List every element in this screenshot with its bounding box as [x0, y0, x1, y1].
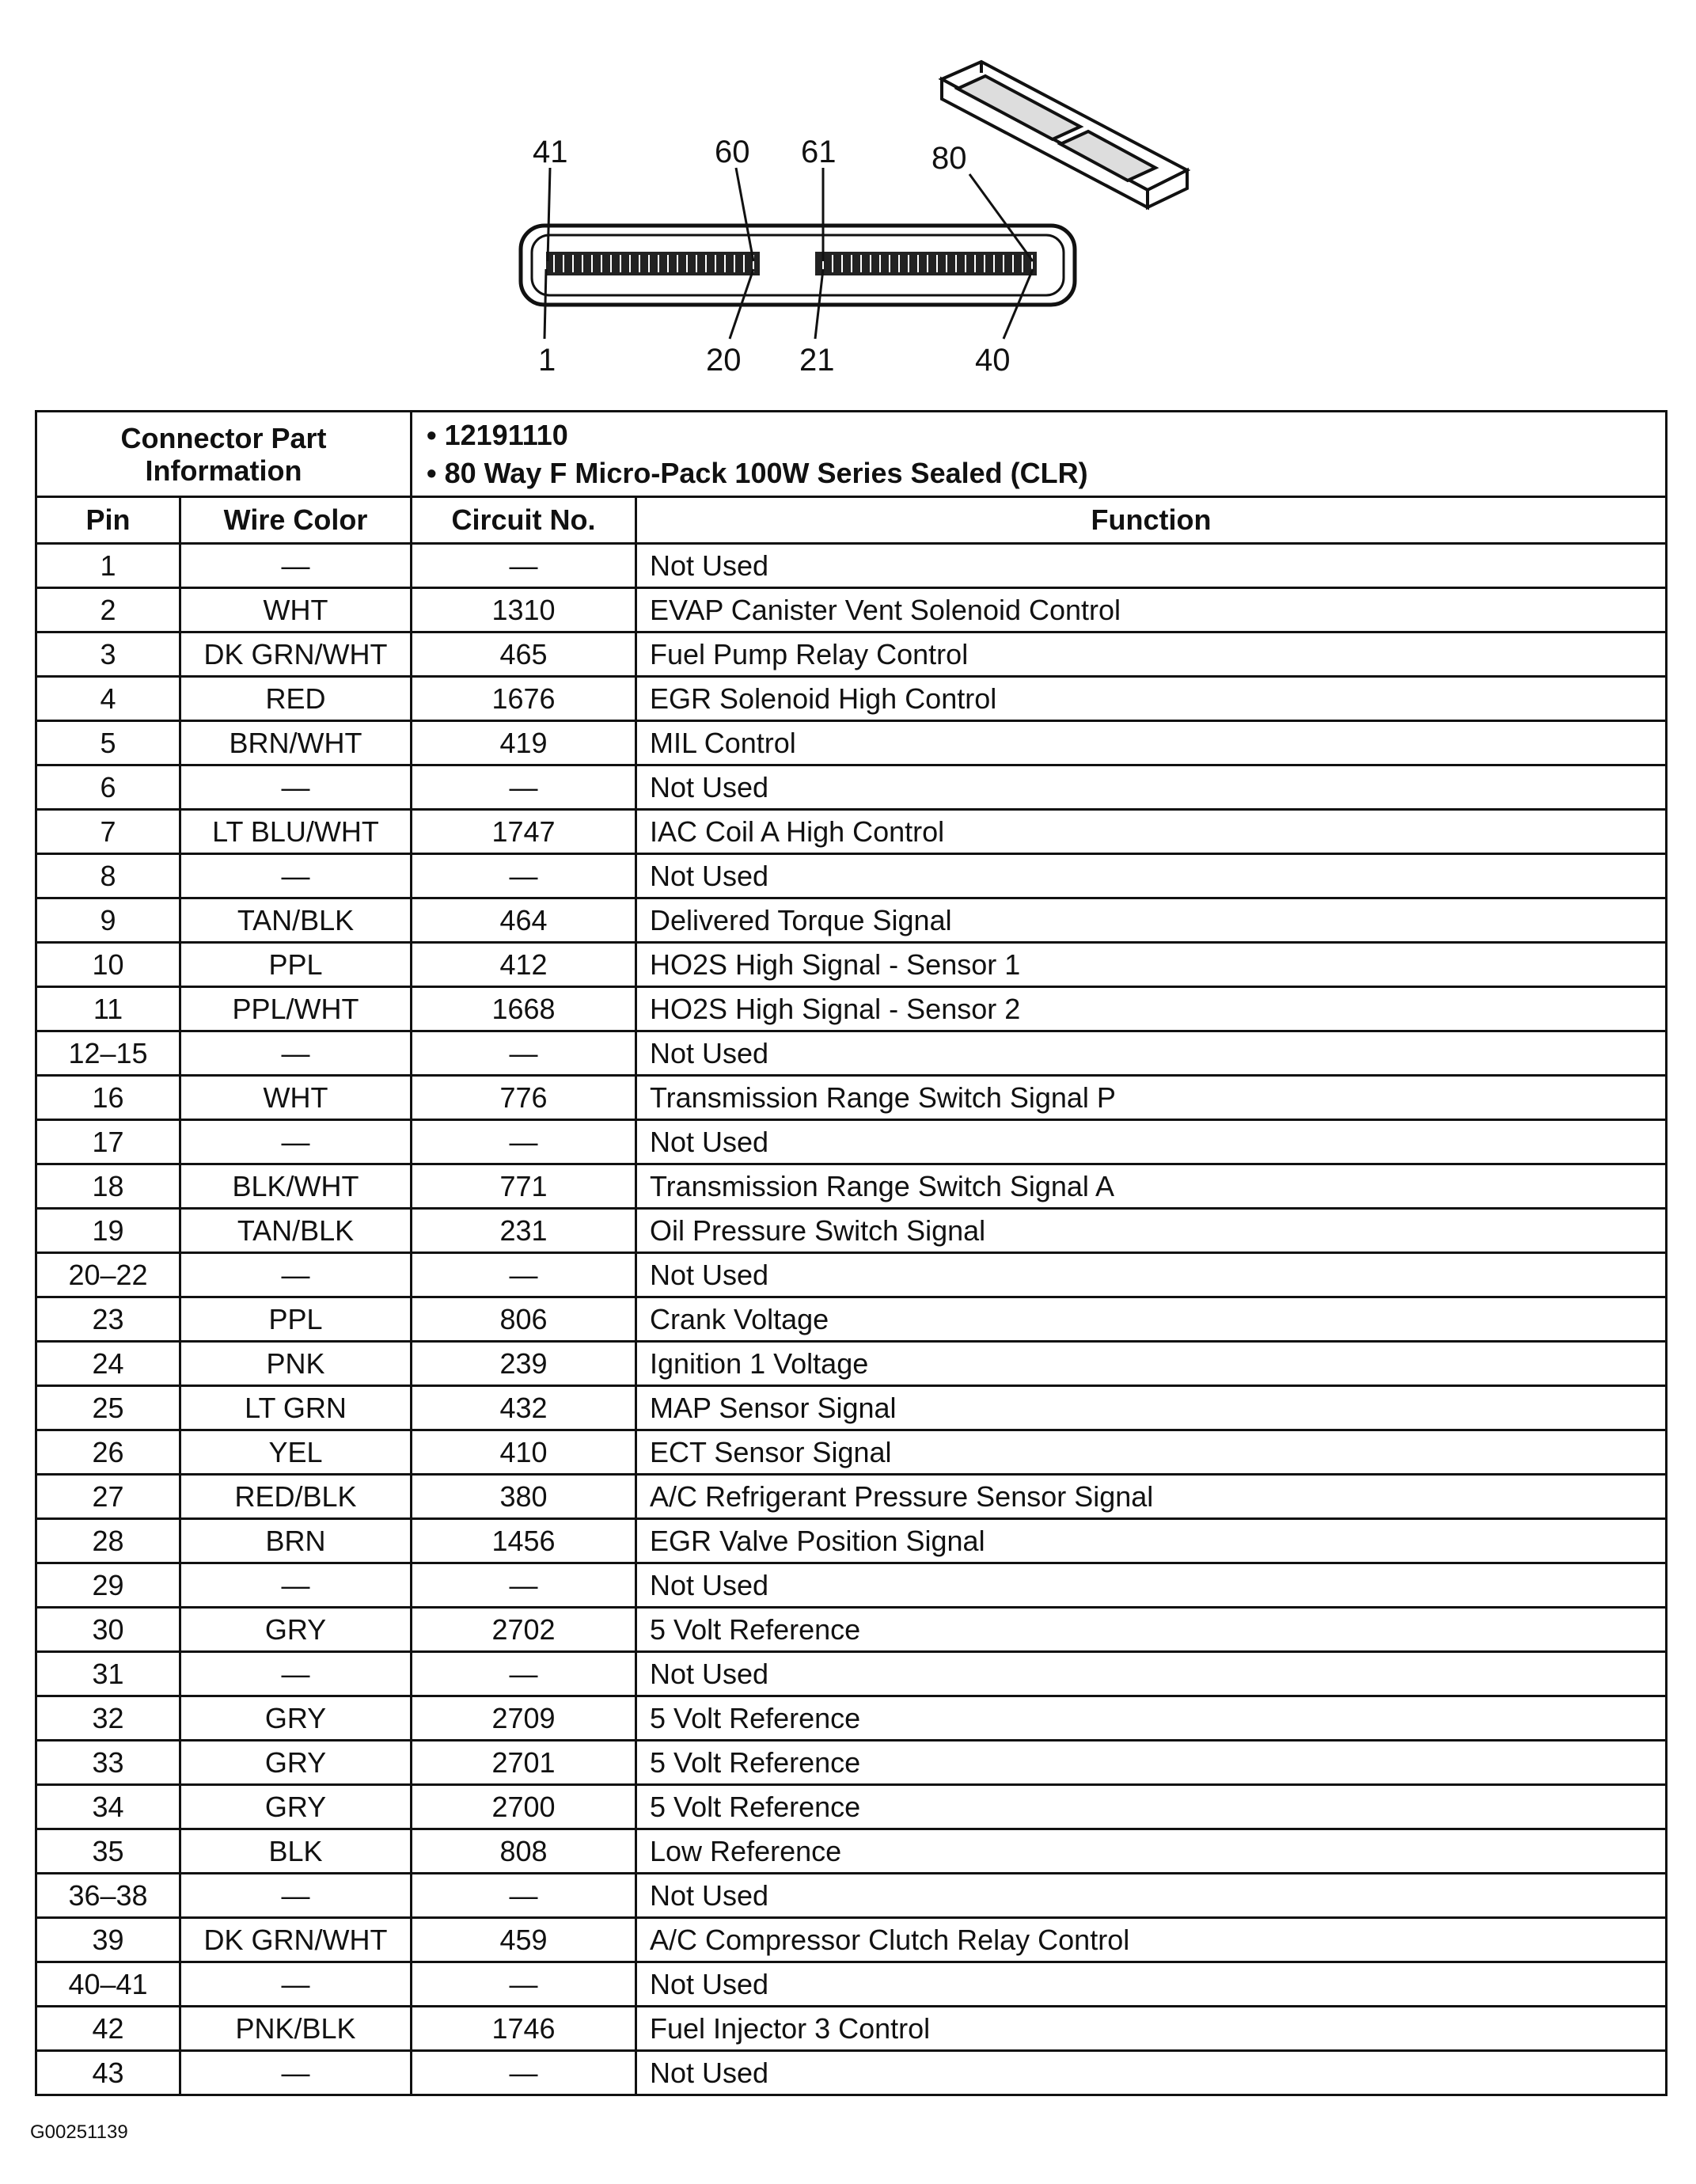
- wire-color-cell: —: [180, 544, 412, 588]
- pin-label-80: 80: [931, 141, 967, 176]
- function-cell: EGR Solenoid High Control: [636, 677, 1667, 721]
- wire-color-cell: TAN/BLK: [180, 1209, 412, 1253]
- wire-color-cell: BLK/WHT: [180, 1164, 412, 1209]
- table-row: [36, 1386, 1667, 1430]
- circuit-cell: —: [412, 544, 636, 588]
- circuit-cell: 2700: [412, 1785, 636, 1829]
- pin-label-41: 41: [533, 135, 568, 169]
- function-cell: Not Used: [636, 1962, 1667, 2007]
- wire-color-cell: —: [180, 1563, 412, 1608]
- function-cell: Oil Pressure Switch Signal: [636, 1209, 1667, 1253]
- circuit-cell: 2702: [412, 1608, 636, 1652]
- wire-color-cell: PPL: [180, 1297, 412, 1342]
- pin-cell: 32: [36, 1696, 180, 1741]
- table-row: [36, 810, 1667, 854]
- circuit-cell: 419: [412, 721, 636, 765]
- table-row: [36, 1475, 1667, 1519]
- wire-color-cell: PPL: [180, 943, 412, 987]
- function-cell: Not Used: [636, 1031, 1667, 1076]
- wire-color-cell: —: [180, 1652, 412, 1696]
- wire-color-cell: LT BLU/WHT: [180, 810, 412, 854]
- table-row: [36, 987, 1667, 1031]
- pin-label-20: 20: [706, 343, 742, 378]
- circuit-cell: 808: [412, 1829, 636, 1874]
- circuit-cell: 2709: [412, 1696, 636, 1741]
- connector-face: [521, 226, 1075, 305]
- circuit-cell: 2701: [412, 1741, 636, 1785]
- table-row: [36, 1785, 1667, 1829]
- pin-label-1: 1: [538, 343, 556, 378]
- table-row: [36, 1696, 1667, 1741]
- function-cell: HO2S High Signal - Sensor 2: [636, 987, 1667, 1031]
- circuit-cell: 410: [412, 1430, 636, 1475]
- function-cell: Not Used: [636, 2051, 1667, 2095]
- function-cell: Not Used: [636, 1874, 1667, 1918]
- pin-label-61: 61: [801, 135, 837, 169]
- wire-color-cell: —: [180, 2051, 412, 2095]
- circuit-cell: 1310: [412, 588, 636, 632]
- table-row: [36, 721, 1667, 765]
- circuit-cell: 1668: [412, 987, 636, 1031]
- pin-cell: 34: [36, 1785, 180, 1829]
- circuit-cell: 776: [412, 1076, 636, 1120]
- function-cell: ECT Sensor Signal: [636, 1430, 1667, 1475]
- table-row: [36, 1741, 1667, 1785]
- wire-color-cell: PPL/WHT: [180, 987, 412, 1031]
- circuit-cell: 1676: [412, 677, 636, 721]
- wire-color-cell: GRY: [180, 1785, 412, 1829]
- pin-cell: 25: [36, 1386, 180, 1430]
- connector-info-label-line2: Information: [145, 454, 302, 487]
- pin-cell: 39: [36, 1918, 180, 1962]
- table-row: [36, 2051, 1667, 2095]
- wire-color-cell: BRN: [180, 1519, 412, 1563]
- function-cell: Crank Voltage: [636, 1297, 1667, 1342]
- table-row: [36, 1076, 1667, 1120]
- function-cell: MAP Sensor Signal: [636, 1386, 1667, 1430]
- pin-cell: 40–41: [36, 1962, 180, 2007]
- circuit-cell: 465: [412, 632, 636, 677]
- wire-color-cell: —: [180, 1962, 412, 2007]
- function-cell: Delivered Torque Signal: [636, 898, 1667, 943]
- function-cell: A/C Compressor Clutch Relay Control: [636, 1918, 1667, 1962]
- table-row: [36, 1874, 1667, 1918]
- table-row: [36, 1918, 1667, 1962]
- function-cell: Not Used: [636, 765, 1667, 810]
- circuit-cell: 432: [412, 1386, 636, 1430]
- circuit-cell: —: [412, 854, 636, 898]
- wire-color-cell: GRY: [180, 1608, 412, 1652]
- table-row: [36, 1519, 1667, 1563]
- wire-color-cell: DK GRN/WHT: [180, 1918, 412, 1962]
- wire-color-cell: —: [180, 765, 412, 810]
- function-cell: Fuel Pump Relay Control: [636, 632, 1667, 677]
- function-cell: Not Used: [636, 1563, 1667, 1608]
- function-cell: A/C Refrigerant Pressure Sensor Signal: [636, 1475, 1667, 1519]
- circuit-cell: 459: [412, 1918, 636, 1962]
- table-row: [36, 765, 1667, 810]
- circuit-cell: 1747: [412, 810, 636, 854]
- connector-part-number: • 12191110: [427, 418, 568, 451]
- pin-label-40: 40: [975, 343, 1011, 378]
- pin-cell: 12–15: [36, 1031, 180, 1076]
- function-cell: IAC Coil A High Control: [636, 810, 1667, 854]
- wire-color-cell: WHT: [180, 1076, 412, 1120]
- pin-cell: 29: [36, 1563, 180, 1608]
- table-row: [36, 1209, 1667, 1253]
- pin-cell: 31: [36, 1652, 180, 1696]
- wire-color-cell: —: [180, 1253, 412, 1297]
- function-cell: Not Used: [636, 1652, 1667, 1696]
- circuit-cell: 239: [412, 1342, 636, 1386]
- pin-cell: 17: [36, 1120, 180, 1164]
- pin-cell: 30: [36, 1608, 180, 1652]
- circuit-cell: —: [412, 1563, 636, 1608]
- function-cell: Not Used: [636, 1253, 1667, 1297]
- function-cell: 5 Volt Reference: [636, 1696, 1667, 1741]
- table-row: [36, 544, 1667, 588]
- pin-cell: 23: [36, 1297, 180, 1342]
- function-cell: 5 Volt Reference: [636, 1785, 1667, 1829]
- table-row: [36, 898, 1667, 943]
- wire-color-cell: PNK: [180, 1342, 412, 1386]
- pin-cell: 19: [36, 1209, 180, 1253]
- pin-cell: 16: [36, 1076, 180, 1120]
- connector-pin-table: [35, 410, 1668, 2096]
- circuit-cell: —: [412, 1120, 636, 1164]
- circuit-cell: 412: [412, 943, 636, 987]
- column-header-circuit: Circuit No.: [412, 497, 636, 544]
- pin-cell: 3: [36, 632, 180, 677]
- pin-cell: 18: [36, 1164, 180, 1209]
- pin-cell: 33: [36, 1741, 180, 1785]
- function-cell: MIL Control: [636, 721, 1667, 765]
- wire-color-cell: —: [180, 1874, 412, 1918]
- column-header-wire-color: Wire Color: [180, 497, 412, 544]
- wire-color-cell: RED: [180, 677, 412, 721]
- circuit-cell: 380: [412, 1475, 636, 1519]
- pin-cell: 24: [36, 1342, 180, 1386]
- circuit-cell: 464: [412, 898, 636, 943]
- wire-color-cell: GRY: [180, 1696, 412, 1741]
- table-row: [36, 677, 1667, 721]
- pin-cell: 26: [36, 1430, 180, 1475]
- wire-color-cell: DK GRN/WHT: [180, 632, 412, 677]
- table-row: [36, 1253, 1667, 1297]
- wire-color-cell: PNK/BLK: [180, 2007, 412, 2051]
- pin-cell: 43: [36, 2051, 180, 2095]
- pin-cell: 11: [36, 987, 180, 1031]
- circuit-cell: —: [412, 765, 636, 810]
- wire-color-cell: BLK: [180, 1829, 412, 1874]
- connector-info-label-line1: Connector Part: [120, 421, 327, 454]
- connector-info-label: [36, 412, 412, 497]
- table-row: [36, 1829, 1667, 1874]
- function-cell: Transmission Range Switch Signal A: [636, 1164, 1667, 1209]
- table-row: [36, 588, 1667, 632]
- table-row: [36, 1430, 1667, 1475]
- table-row: [36, 2007, 1667, 2051]
- wire-color-cell: GRY: [180, 1741, 412, 1785]
- circuit-cell: 806: [412, 1297, 636, 1342]
- circuit-cell: 231: [412, 1209, 636, 1253]
- pin-cell: 4: [36, 677, 180, 721]
- pin-cell: 9: [36, 898, 180, 943]
- pin-cell: 2: [36, 588, 180, 632]
- pin-cell: 1: [36, 544, 180, 588]
- circuit-cell: —: [412, 1031, 636, 1076]
- function-cell: Fuel Injector 3 Control: [636, 2007, 1667, 2051]
- function-cell: 5 Volt Reference: [636, 1608, 1667, 1652]
- pin-cell: 5: [36, 721, 180, 765]
- table-row: [36, 1563, 1667, 1608]
- function-cell: HO2S High Signal - Sensor 1: [636, 943, 1667, 987]
- pin-cell: 36–38: [36, 1874, 180, 1918]
- table-row: [36, 632, 1667, 677]
- column-header-pin: Pin: [36, 497, 180, 544]
- connector-diagram: [0, 0, 1696, 396]
- circuit-cell: 1746: [412, 2007, 636, 2051]
- function-cell: Not Used: [636, 544, 1667, 588]
- connector-info-values: [412, 412, 1667, 497]
- function-cell: Ignition 1 Voltage: [636, 1342, 1667, 1386]
- function-cell: Not Used: [636, 854, 1667, 898]
- table-row: [36, 1120, 1667, 1164]
- table-row: [36, 1342, 1667, 1386]
- wire-color-cell: BRN/WHT: [180, 721, 412, 765]
- pin-cell: 42: [36, 2007, 180, 2051]
- circuit-cell: —: [412, 1652, 636, 1696]
- wire-color-cell: —: [180, 854, 412, 898]
- table-row: [36, 943, 1667, 987]
- function-cell: Transmission Range Switch Signal P: [636, 1076, 1667, 1120]
- function-cell: Not Used: [636, 1120, 1667, 1164]
- pin-cell: 6: [36, 765, 180, 810]
- pin-label-21: 21: [799, 343, 835, 378]
- pin-cell: 8: [36, 854, 180, 898]
- circuit-cell: —: [412, 1253, 636, 1297]
- wire-color-cell: RED/BLK: [180, 1475, 412, 1519]
- function-cell: Low Reference: [636, 1829, 1667, 1874]
- circuit-cell: —: [412, 1962, 636, 2007]
- pin-cell: 7: [36, 810, 180, 854]
- table-row: [36, 1652, 1667, 1696]
- table-row: [36, 1031, 1667, 1076]
- function-cell: EVAP Canister Vent Solenoid Control: [636, 588, 1667, 632]
- pin-cell: 27: [36, 1475, 180, 1519]
- wire-color-cell: —: [180, 1120, 412, 1164]
- circuit-cell: —: [412, 1874, 636, 1918]
- wire-color-cell: WHT: [180, 588, 412, 632]
- circuit-cell: —: [412, 2051, 636, 2095]
- circuit-cell: 771: [412, 1164, 636, 1209]
- pin-cell: 10: [36, 943, 180, 987]
- table-header-row: [36, 497, 1667, 544]
- figure-id: G00251139: [30, 2121, 128, 2143]
- connector-description: • 80 Way F Micro-Pack 100W Series Sealed (CLR): [427, 456, 1088, 489]
- pin-cell: 28: [36, 1519, 180, 1563]
- pin-cell: 20–22: [36, 1253, 180, 1297]
- function-cell: 5 Volt Reference: [636, 1741, 1667, 1785]
- connector-info-row: [36, 412, 1667, 497]
- table-row: [36, 1962, 1667, 2007]
- pin-rows: [36, 544, 1667, 2095]
- wire-color-cell: TAN/BLK: [180, 898, 412, 943]
- pin-cell: 35: [36, 1829, 180, 1874]
- wire-color-cell: LT GRN: [180, 1386, 412, 1430]
- column-header-function: Function: [636, 497, 1667, 544]
- function-cell: EGR Valve Position Signal: [636, 1519, 1667, 1563]
- pin-label-60: 60: [715, 135, 750, 169]
- table-row: [36, 1164, 1667, 1209]
- table-row: [36, 1608, 1667, 1652]
- circuit-cell: 1456: [412, 1519, 636, 1563]
- table-row: [36, 1297, 1667, 1342]
- table-row: [36, 854, 1667, 898]
- wire-color-cell: YEL: [180, 1430, 412, 1475]
- wire-color-cell: —: [180, 1031, 412, 1076]
